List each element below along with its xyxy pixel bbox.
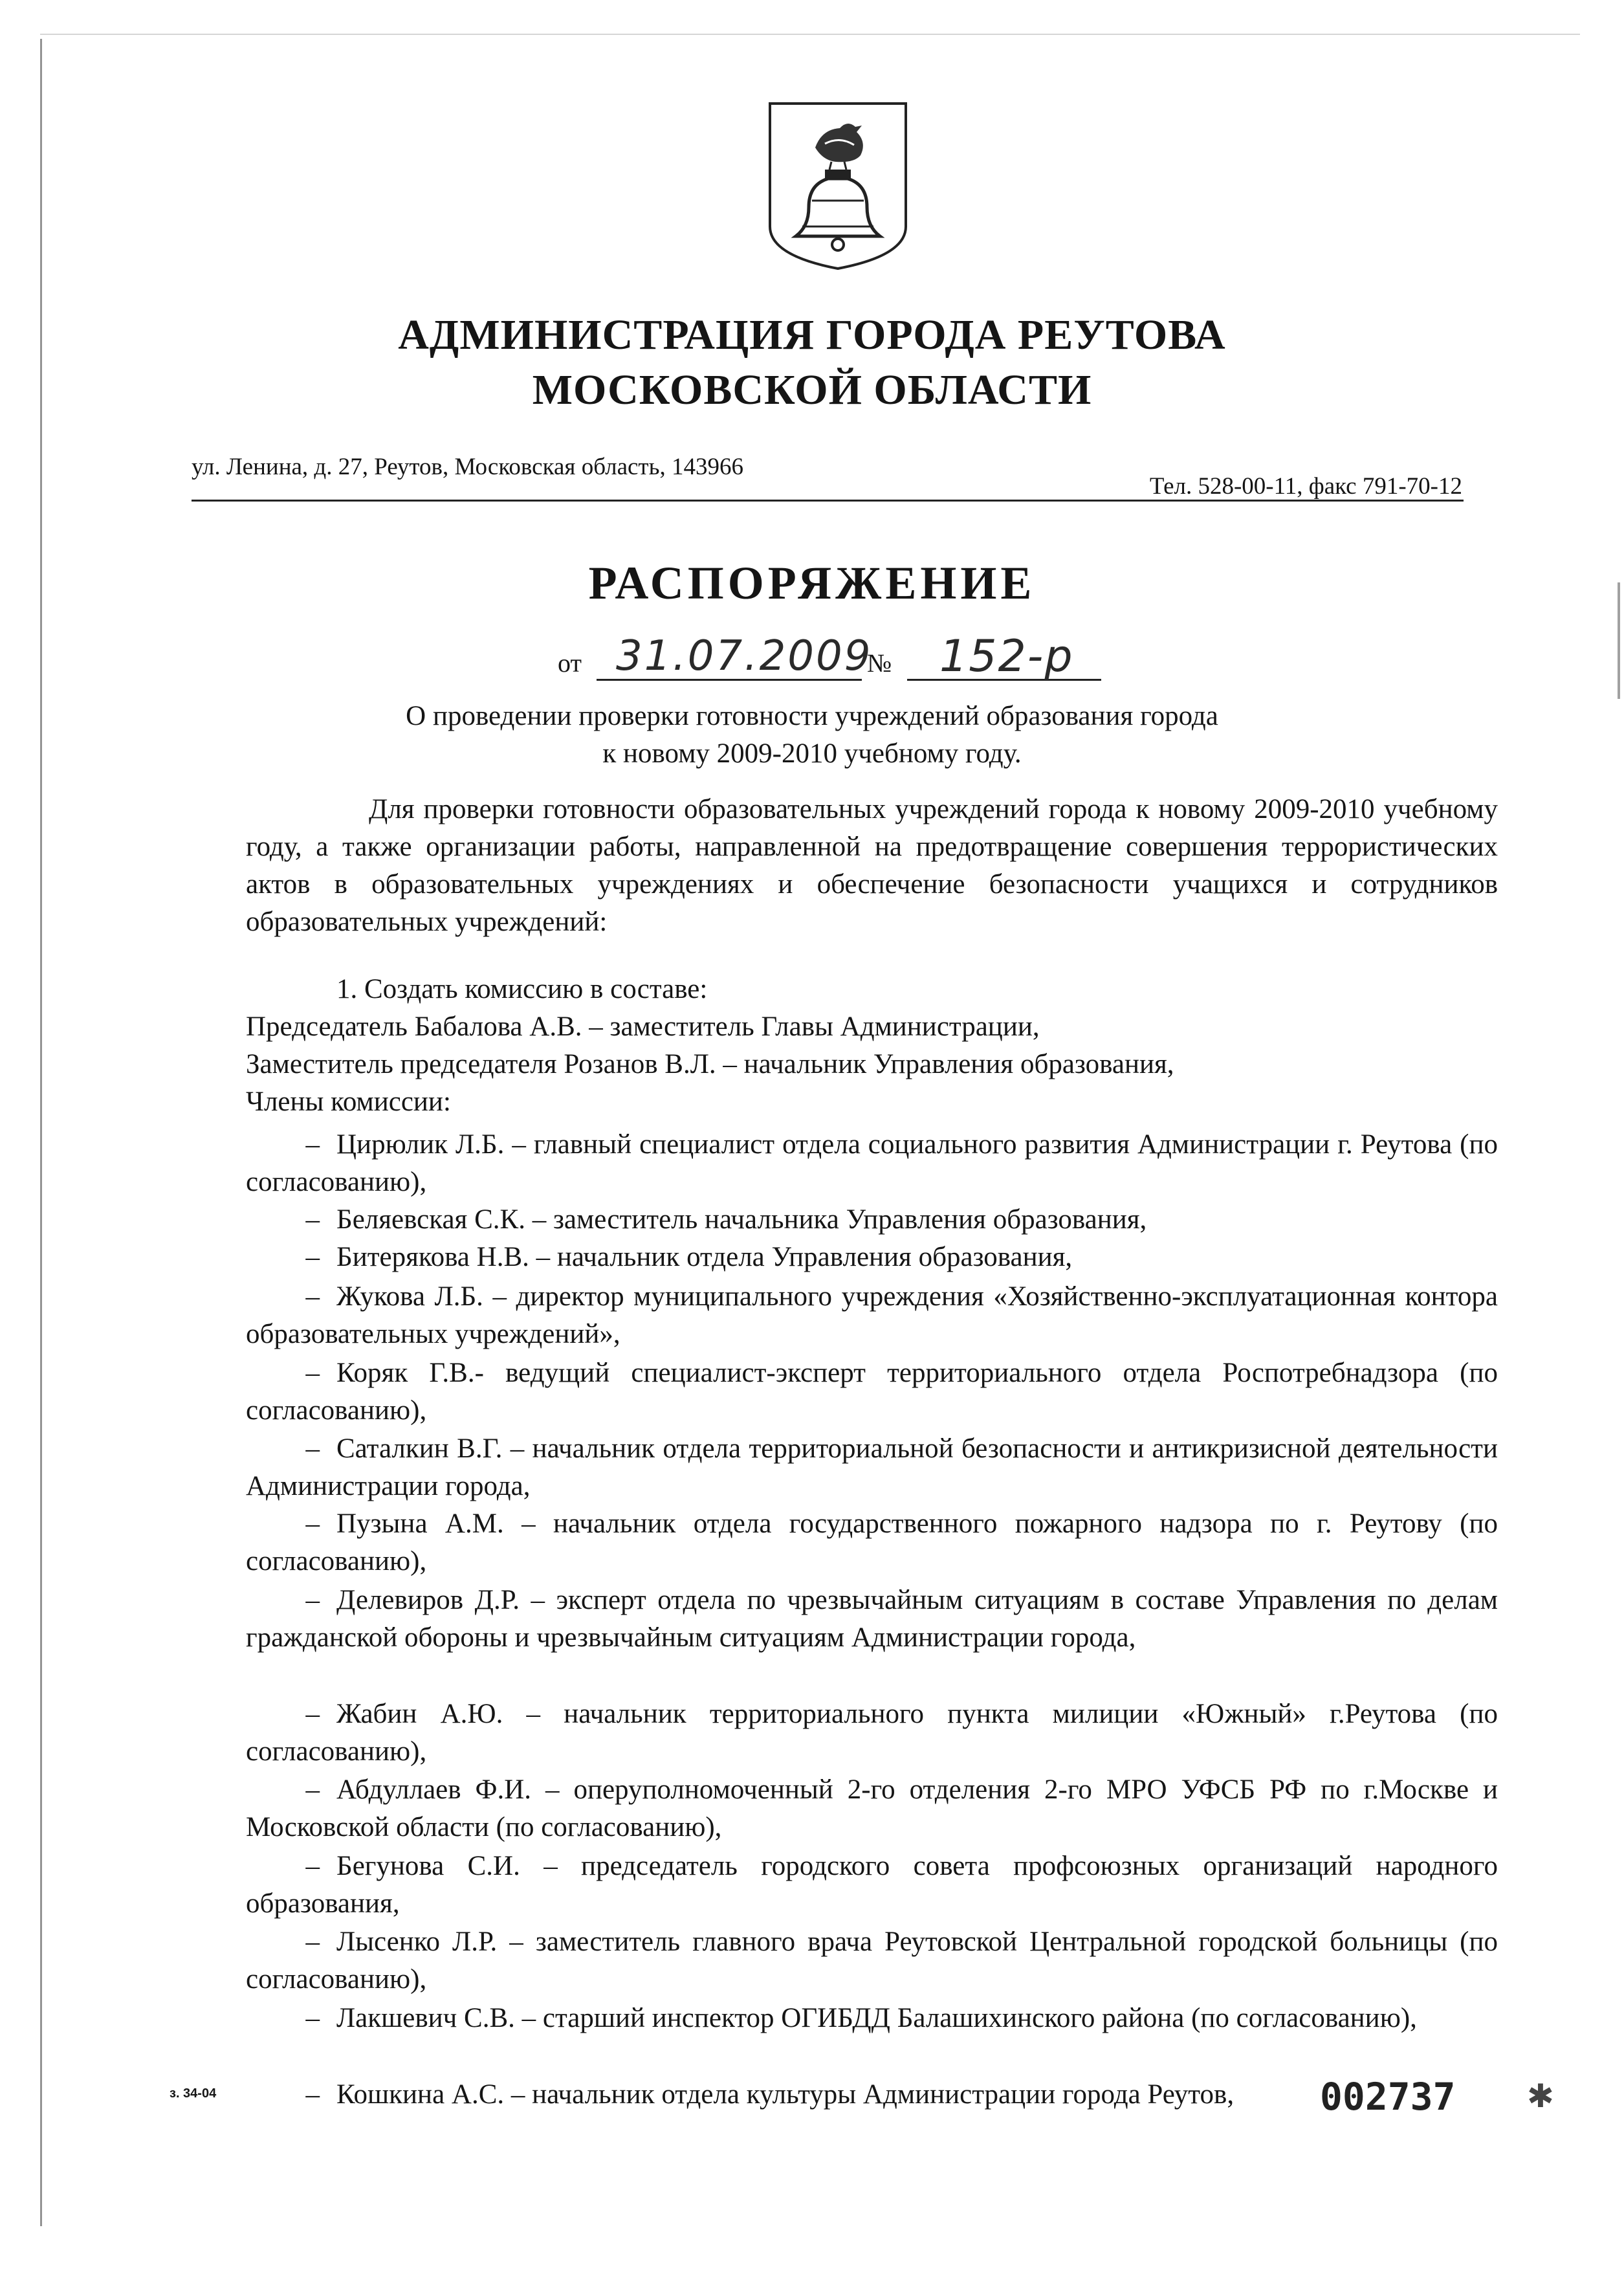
item-1-heading: 1. Создать комиссию в составе: [336,974,708,1004]
org-address: ул. Ленина, д. 27, Реутов, Московская область, 143966 [192,454,743,480]
member-text: Цирюлик Л.Б. – главный специалист отдела социального развития Администрации г. Реутова (по согласованию), [246,1129,1498,1197]
commission-vice-chair: Заместитель председателя Розанов В.Л. – начальник Управления образования, [246,1049,1174,1079]
document-subject [0,698,1624,773]
member-text: Лакшевич С.В. – старший инспектор ОГИБДД Балашихинского района (по согласованию), [336,2003,1417,2033]
member-text: Жабин А.Ю. – начальник территориального пункта милиции «Южный» г.Реутова (по согласованию), [246,1699,1498,1767]
list-dash: – [305,1585,320,1615]
list-dash: – [305,2079,320,2110]
commission-member [246,1848,1498,1923]
list-dash: – [305,1204,320,1235]
org-name-line2: МОСКОВСКОЙ ОБЛАСТИ [532,366,1092,414]
scan-edge [40,34,1580,35]
list-dash: – [305,2003,320,2033]
member-text: Абдуллаев Ф.И. – оперуполномоченный 2-го отделения 2-го МРО УФСБ РФ по г.Москве и Московской области (по согласованию), [246,1774,1498,1842]
org-phone: Тел. 528-00-11, факс 791-70-12 [1149,473,1462,500]
number-label: № [867,648,892,678]
commission-chair: Председатель Бабалова А.В. – заместитель Главы Администрации, [246,1011,1040,1042]
commission-member [246,1582,1498,1657]
member-text: Бегунова С.И. – председатель городского совета профсоюзных организаций народного образования, [246,1851,1498,1919]
list-dash: – [305,1242,320,1272]
member-text: Саталкин В.Г. – начальник отдела территориальной безопасности и антикризисной деятельности Администрации города, [246,1433,1498,1501]
member-text: Кошкина А.С. – начальник отдела культуры Администрации города Реутов, [336,2079,1234,2110]
commission-member [246,2076,1346,2114]
member-text: Беляевская С.К. – заместитель начальника Управления образования, [336,1204,1147,1235]
date-value: 31.07.2009 [616,632,873,680]
org-name-line1: АДМИНИСТРАЦИЯ ГОРОДА РЕУТОВА [398,311,1226,359]
member-text: Пузына А.М. – начальник отдела государственного пожарного надзора по г. Реутову (по согласованию), [246,1508,1498,1576]
list-dash: – [305,1129,320,1160]
header-rule [192,500,1464,502]
commission-member [246,1278,1498,1353]
member-text: Делевиров Д.Р. – эксперт отдела по чрезвычайным ситуациям в составе Управления по делам гражданской обороны и чрезвычайным ситуациям Администрации города, [246,1585,1498,1653]
commission-member [246,1923,1498,1998]
member-text: Лысенко Л.Р. – заместитель главного врача Реутовской Центральной городской больницы (по согласованию), [246,1927,1498,1994]
commission-member [246,1505,1498,1580]
list-dash: – [305,1774,320,1805]
commission-member [246,1201,1498,1239]
commission-member [246,1354,1498,1430]
list-dash: – [305,1851,320,1881]
list-dash: – [305,1433,320,1464]
list-dash: – [305,1927,320,1957]
intro-paragraph: Для проверки готовности образовательных учреждений города к новому 2009-2010 учебному году, а также организации работы, направленной на предотвращение совершения террористических актов в образовательных учреждениях и обеспечение безопасности учащихся и сотрудников образовательных учреждений: [246,794,1498,937]
members-label: Члены комиссии: [246,1087,451,1117]
commission-member [246,1771,1498,1846]
commission-member [246,1696,1498,1771]
coat-of-arms-icon [763,97,912,272]
commission-member [246,2000,1498,2037]
list-dash: – [305,1281,320,1312]
subject-line: О проведении проверки готовности учреждений образования города [406,701,1218,731]
list-dash: – [305,1508,320,1539]
list-dash: – [305,1699,320,1729]
list-dash: – [305,1358,320,1388]
serial-number: 002737 [1320,2075,1456,2119]
member-text: Коряк Г.В.- ведущий специалист-эксперт территориального отдела Роспотребнадзора (по согласованию), [246,1358,1498,1426]
date-label: от [558,648,582,678]
form-code: з. 34-04 [170,2086,217,2101]
document-type: РАСПОРЯЖЕНИЕ [588,557,1036,609]
commission-member [246,1239,1498,1276]
asterisk-mark-icon: ✱ [1527,2078,1554,2114]
date-number-row [558,631,1108,696]
commission-member [246,1126,1498,1201]
number-value: 152-р [939,631,1074,682]
subject-line: к новому 2009-2010 учебному году. [602,738,1022,769]
commission-member [246,1430,1498,1505]
member-text: Жукова Л.Б. – директор муниципального учреждения «Хозяйственно-эксплуатационная контора образовательных учреждений», [246,1281,1498,1349]
member-text: Битерякова Н.В. – начальник отдела Управления образования, [336,1242,1073,1272]
